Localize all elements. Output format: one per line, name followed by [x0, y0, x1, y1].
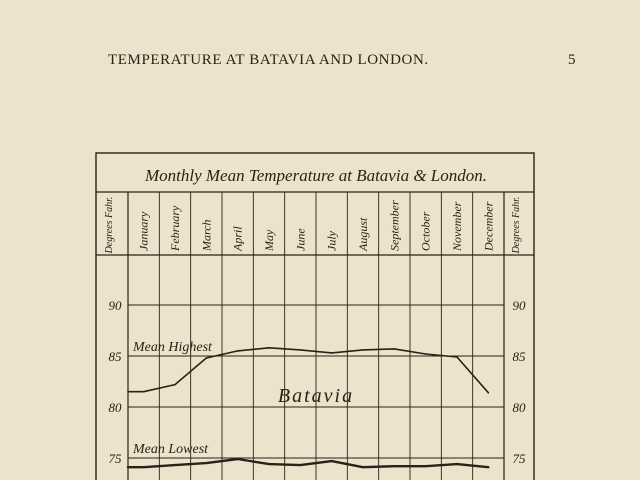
mean-lowest-point-august — [362, 466, 364, 468]
month-label-october: October — [418, 211, 433, 251]
mean-lowest-point-october — [425, 465, 427, 467]
mean-lowest-point-april — [237, 458, 239, 460]
mean-lowest-point-july — [331, 460, 333, 462]
mean-highest-point-october — [425, 353, 427, 355]
label-mean-lowest: Mean Lowest — [133, 442, 209, 457]
tick-labels — [109, 298, 527, 466]
mean-highest-point-march — [206, 357, 208, 359]
mean-lowest-point-january — [143, 466, 145, 468]
month-label-june: June — [293, 228, 308, 251]
mean-highest-point-february — [174, 384, 176, 386]
mean-highest-point-december — [488, 392, 490, 394]
tick-left-85: 85 — [108, 349, 122, 364]
month-label-january: January — [136, 211, 151, 251]
page-number: 5 — [568, 52, 576, 68]
chart-frame — [96, 153, 534, 480]
tick-left-90: 90 — [108, 298, 122, 313]
label-batavia: Batavia — [277, 385, 355, 407]
mean-lowest-point-february — [174, 464, 176, 466]
mean-lowest-point-november — [456, 463, 458, 465]
tick-right-75: 75 — [512, 451, 526, 466]
mean-highest-point-november — [456, 356, 458, 358]
tick-left-75: 75 — [108, 451, 122, 466]
running-title: TEMPERATURE AT BATAVIA AND LONDON. — [108, 52, 429, 68]
month-label-september: September — [387, 200, 402, 251]
mean-lowest-point-june — [300, 464, 302, 466]
mean-highest-point-january — [143, 391, 145, 393]
mean-highest-point-may — [268, 347, 270, 349]
mean-highest-point-august — [362, 349, 364, 351]
month-label-march: March — [199, 219, 214, 251]
month-label-may: May — [262, 229, 276, 251]
tick-right-90: 90 — [512, 298, 526, 313]
tick-right-85: 85 — [512, 349, 526, 364]
chart-title: Monthly Mean Temperature at Batavia & London. — [144, 166, 488, 185]
month-label-april: April — [230, 226, 245, 251]
mean-highest-point-june — [300, 349, 302, 351]
month-label-december: December — [481, 201, 496, 251]
mean-lowest-point-march — [206, 462, 208, 464]
mean-highest-point-july — [331, 352, 333, 354]
y-header-left: Degrees Fahr. — [104, 196, 115, 254]
month-label-february: February — [168, 205, 182, 251]
mean-lowest-point-may — [268, 463, 270, 465]
tick-left-80: 80 — [108, 400, 122, 415]
month-label-november: November — [450, 201, 464, 251]
mean-lowest-line — [128, 459, 488, 467]
y-header-right: Degrees Fahr. — [511, 196, 522, 254]
label-mean-highest: Mean Highest — [133, 340, 212, 355]
mean-lowest-point-december — [488, 466, 490, 468]
mean-highest-point-april — [237, 350, 239, 352]
month-label-july: July — [324, 231, 339, 251]
mean-highest-point-september — [394, 348, 396, 350]
tick-right-80: 80 — [512, 400, 526, 415]
month-label-august: August — [356, 217, 370, 251]
mean-lowest-point-september — [394, 465, 396, 467]
